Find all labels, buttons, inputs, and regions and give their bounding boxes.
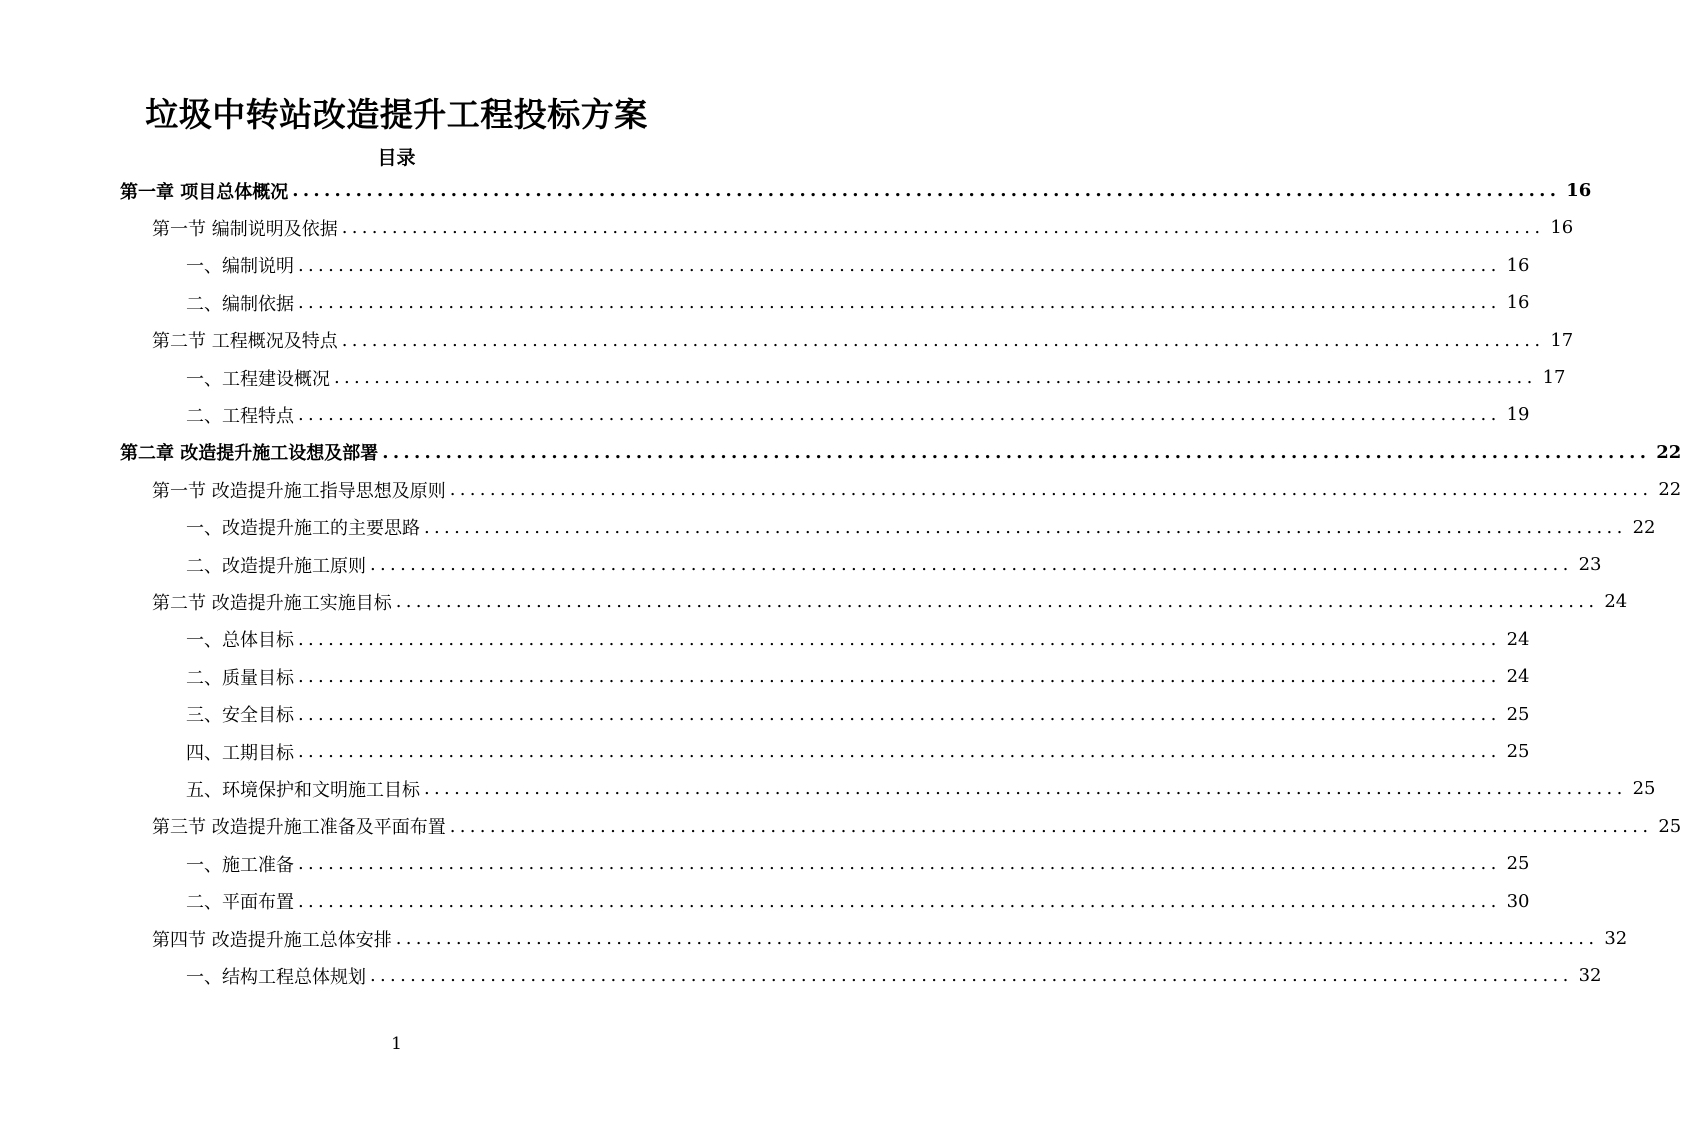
toc-entry-page: 24: [1506, 628, 1530, 650]
toc-entry-label: 第四节 改造提升施工总体安排: [152, 929, 392, 951]
toc-entry[interactable]: [152, 583, 1628, 620]
toc-leader-dots: ........................................................................................................................: [298, 890, 1501, 912]
toc-entry-page: 22: [1632, 516, 1656, 538]
toc-entry-label: 二、编制依据: [186, 293, 294, 315]
toc-leader-dots: ........................................................................................................................: [424, 778, 1627, 800]
toc-entry[interactable]: [152, 209, 1574, 246]
toc-leader-dots: ........................................................................................................................: [298, 741, 1501, 762]
toc-entry-page: 22: [1658, 479, 1681, 501]
document-title: 垃圾中转站改造提升工程投标方案: [145, 95, 648, 134]
toc-entry[interactable]: [186, 359, 1566, 396]
toc-entry[interactable]: [152, 322, 1574, 359]
toc-entry-page: 25: [1632, 778, 1656, 800]
toc-entry[interactable]: [186, 284, 1530, 321]
toc-entry-page: 32: [1578, 965, 1602, 987]
toc-entry-page: 19: [1506, 404, 1530, 426]
toc-entry[interactable]: [152, 920, 1628, 957]
toc-entry-page: 24: [1604, 591, 1628, 613]
toc-entry-label: 第一章 项目总体概况: [120, 181, 289, 203]
toc-leader-dots: ........................................................................................................................: [298, 853, 1501, 875]
toc-entry-label: 一、编制说明: [186, 256, 294, 278]
toc-entry[interactable]: [186, 733, 1530, 770]
toc-heading: 目录: [377, 147, 416, 169]
toc-entry-page: 25: [1658, 815, 1681, 837]
toc-entry[interactable]: [152, 808, 1681, 845]
toc-entry[interactable]: [186, 621, 1530, 658]
toc-entry-label: 第一节 编制说明及依据: [152, 218, 338, 240]
toc-leader-dots: ........................................................................................................................: [449, 815, 1653, 837]
toc-entry-label: 三、安全目标: [186, 705, 294, 727]
toc-leader-dots: ........................................................................................................................: [395, 928, 1599, 949]
toc-entry-page: 17: [1542, 367, 1566, 388]
toc-entry-label: 二、工程特点: [186, 405, 294, 427]
toc-leader-dots: ........................................................................................................................: [370, 965, 1573, 987]
toc-entry-label: 二、平面布置: [186, 892, 294, 914]
toc-leader-dots: ........................................................................................................................: [341, 217, 1545, 239]
toc-entry-page: 25: [1506, 741, 1530, 762]
toc-entry-page: 32: [1604, 928, 1628, 949]
toc-leader-dots: ........................................................................................................................: [298, 703, 1501, 725]
toc-leader-dots: ........................................................................................................................: [298, 254, 1501, 276]
toc-entry[interactable]: [186, 658, 1530, 695]
toc-entry-label: 五、环境保护和文明施工目标: [186, 779, 420, 801]
toc-entry-label: 第二章 改造提升施工设想及部署: [120, 443, 379, 465]
toc-leader-dots: ........................................................................................................................: [298, 666, 1501, 688]
toc-entry-label: 第二节 改造提升施工实施目标: [152, 592, 392, 614]
toc-entry[interactable]: [152, 471, 1681, 508]
toc-entry[interactable]: [186, 509, 1656, 546]
toc-entry[interactable]: [186, 247, 1530, 284]
toc-leader-dots: ........................................................................................................................: [424, 516, 1627, 538]
toc-entry[interactable]: [186, 883, 1530, 920]
toc-entry[interactable]: [120, 172, 1592, 209]
toc-entry-label: 二、改造提升施工原则: [186, 555, 366, 577]
toc-entry[interactable]: [186, 396, 1530, 433]
toc-entry-page: 17: [1550, 329, 1574, 351]
toc-entry-label: 一、施工准备: [186, 854, 294, 876]
toc-leader-dots: ........................................................................................................................: [395, 591, 1599, 613]
toc-entry-page: 24: [1506, 666, 1530, 688]
toc-entry[interactable]: [120, 434, 1681, 471]
toc-entry-page: 25: [1506, 703, 1530, 725]
toc-entry-label: 四、工期目标: [186, 742, 294, 764]
toc-entry-label: 二、质量目标: [186, 667, 294, 689]
toc-entry-page: 16: [1506, 292, 1530, 314]
toc-leader-dots: ........................................................................................................................: [449, 479, 1653, 501]
toc-entry-page: 16: [1566, 180, 1592, 201]
page-number: 1: [391, 1034, 402, 1054]
toc-entry-label: 一、结构工程总体规划: [186, 966, 366, 988]
toc-entry-label: 一、工程建设概况: [186, 368, 330, 390]
toc-entry-page: 16: [1506, 254, 1530, 276]
toc-leader-dots: ........................................................................................................................: [370, 554, 1573, 575]
toc-leader-dots: ........................................................................................................................: [382, 441, 1651, 463]
toc-leader-dots: ........................................................................................................................: [341, 329, 1545, 351]
toc-entry[interactable]: [186, 957, 1602, 994]
toc-entry[interactable]: [186, 546, 1602, 583]
toc-entry-label: 一、改造提升施工的主要思路: [186, 518, 420, 540]
toc-entry-page: 22: [1656, 441, 1681, 463]
toc-entry-label: 第三节 改造提升施工准备及平面布置: [152, 817, 446, 839]
toc-entry-label: 第一节 改造提升施工指导思想及原则: [152, 480, 446, 502]
toc-entry[interactable]: [186, 845, 1530, 882]
toc-entry-page: 30: [1506, 890, 1530, 912]
toc-leader-dots: ........................................................................................................................: [298, 628, 1501, 650]
toc-leader-dots: ........................................................................................................................: [298, 404, 1501, 426]
toc-entry-page: 23: [1578, 554, 1602, 575]
toc-leader-dots: ........................................................................................................................: [298, 292, 1501, 314]
toc-entry-page: 16: [1550, 217, 1574, 239]
toc-entry-label: 第二节 工程概况及特点: [152, 331, 338, 353]
toc-leader-dots: ........................................................................................................................: [292, 180, 1561, 201]
toc-entry[interactable]: [186, 696, 1530, 733]
toc-entry[interactable]: [186, 770, 1656, 807]
toc-entry-page: 25: [1506, 853, 1530, 875]
toc-leader-dots: ........................................................................................................................: [334, 367, 1537, 388]
toc-entry-label: 一、总体目标: [186, 630, 294, 652]
